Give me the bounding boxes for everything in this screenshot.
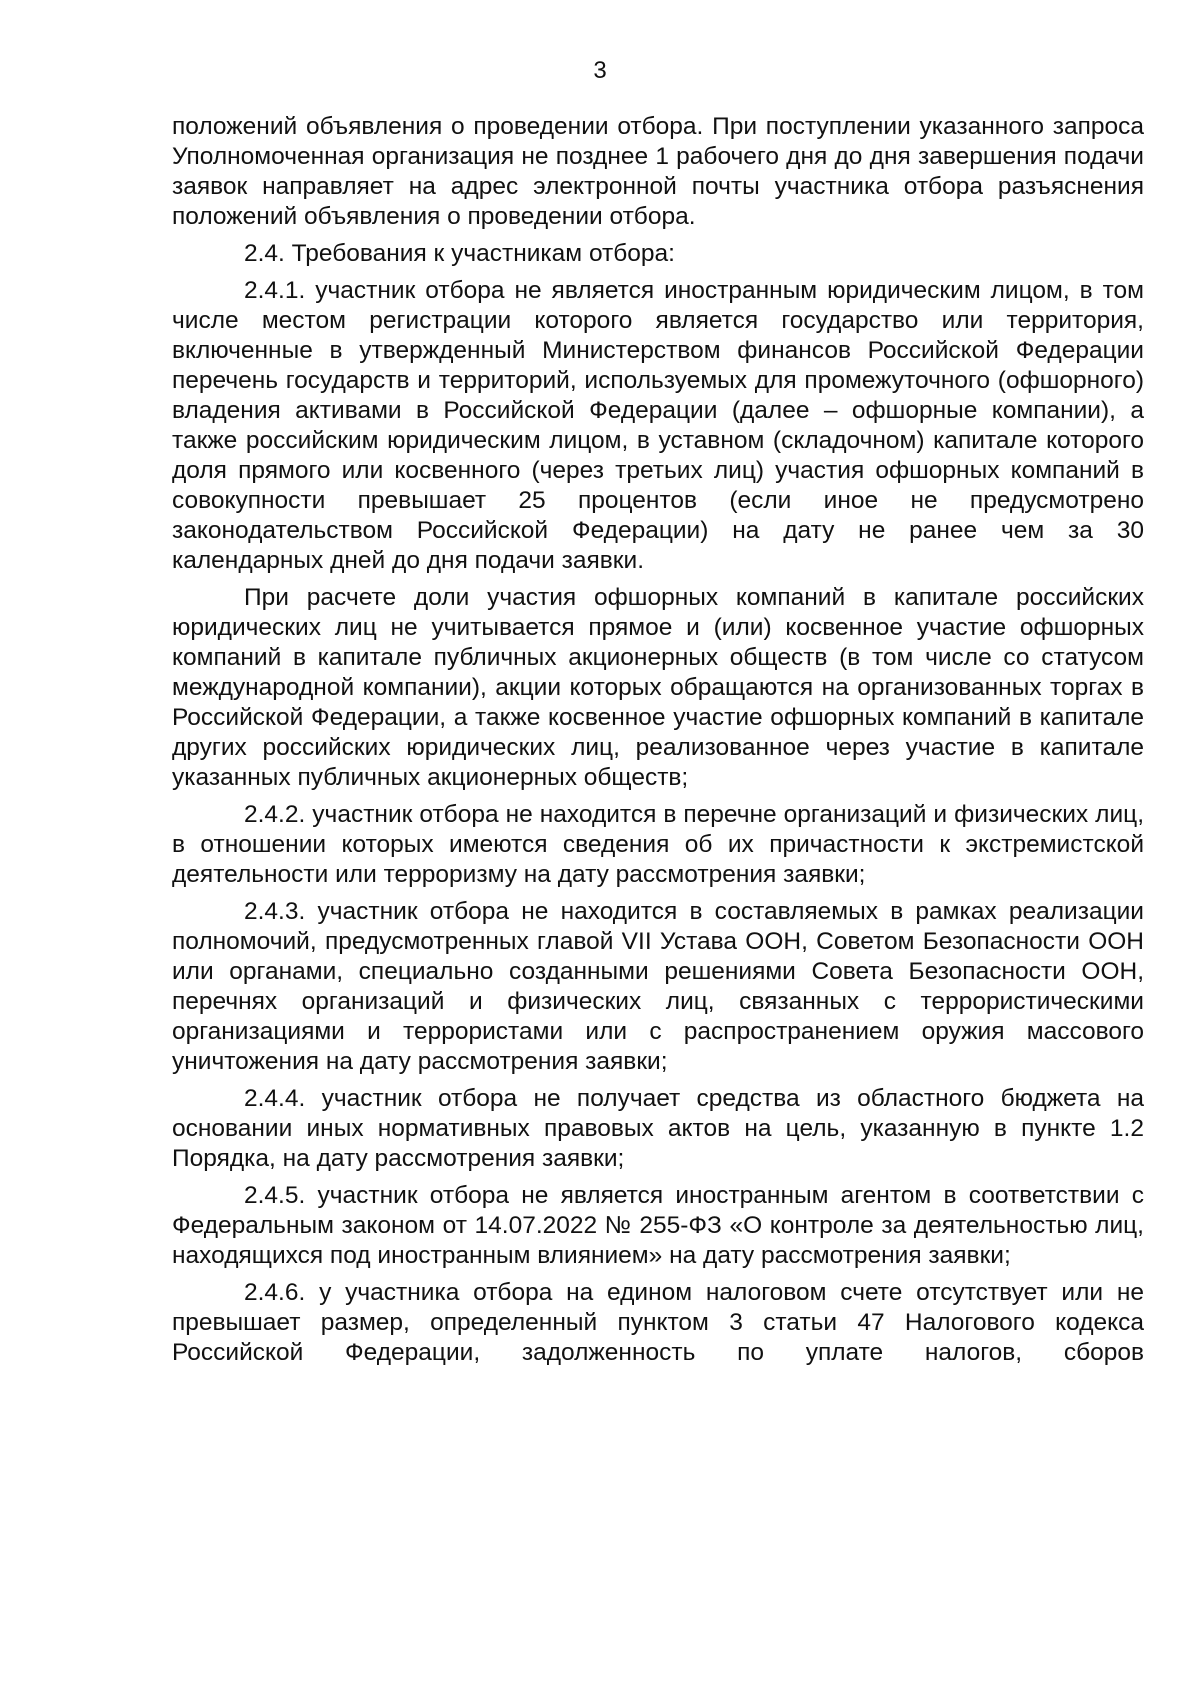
page-number: 3 (593, 57, 607, 84)
paragraph-2-4-1: 2.4.1. участник отбора не является иностранным юридическим лицом, в том числе местом регистрации которого является государство или территория, включенные в утвержденный Министерством финансов Российской Федерации перечень государств и территорий, используемых для промежуточного (офшорного) владения активами в Российской Федерации (далее – офшорные компании), а также российским юридическим лицом, в уставном (складочном) капитале которого доля прямого или косвенного (через третьих лиц) участия офшорных компаний в совокупности превышает 25 процентов (если иное не предусмотрено законодательством Российской Федерации) на дату не ранее чем за 30 календарных дней до дня подачи заявки. (172, 277, 1144, 574)
paragraph-2-4-heading: 2.4. Требования к участникам отбора: (244, 240, 675, 267)
paragraph-continuation: положений объявления о проведении отбора. При поступлении указанного запроса Уполномоченная организация не позднее 1 рабочего дня до дня завершения подачи заявок направляет на адрес электронной почты участника отбора разъяснения положений объявления о проведении отбора. (172, 113, 1144, 230)
paragraph-2-4-3: 2.4.3. участник отбора не находится в составляемых в рамках реализации полномочий, предусмотренных главой VII Устава ООН, Советом Безопасности ООН или органами, специально созданными решениями Совета Безопасности ООН, перечнях организаций и физических лиц, связанных с террористическими организациями и террористами или с распространением оружия массового уничтожения на дату рассмотрения заявки; (172, 898, 1144, 1075)
paragraph-2-4-2: 2.4.2. участник отбора не находится в перечне организаций и физических лиц, в отношении которых имеются сведения об их причастности к экстремистской деятельности или терроризму на дату рассмотрения заявки; (172, 801, 1144, 888)
paragraph-2-4-4: 2.4.4. участник отбора не получает средства из областного бюджета на основании иных нормативных правовых актов на цель, указанную в пункте 1.2 Порядка, на дату рассмотрения заявки; (172, 1085, 1144, 1172)
document-body (172, 112, 1144, 1375)
paragraph-offshore-calculation: При расчете доли участия офшорных компаний в капитале российских юридических лиц не учитывается прямое и (или) косвенное участие офшорных компаний в капитале публичных акционерных обществ (в том числе со статусом международной компании), акции которых обращаются на организованных торгах в Российской Федерации, а также косвенное участие офшорных компаний в капитале других российских юридических лиц, реализованное через участие в капитале указанных публичных акционерных обществ; (172, 584, 1144, 791)
paragraph-2-4-6: 2.4.6. у участника отбора на едином налоговом счете отсутствует или не превышает размер, определенный пунктом 3 статьи 47 Налогового кодекса Российской Федерации, задолженность по уплате налогов, сборов (172, 1279, 1144, 1366)
paragraph-2-4-5: 2.4.5. участник отбора не является иностранным агентом в соответствии с Федеральным законом от 14.07.2022 № 255-ФЗ «О контроле за деятельностью лиц, находящихся под иностранным влиянием» на дату рассмотрения заявки; (172, 1182, 1144, 1269)
